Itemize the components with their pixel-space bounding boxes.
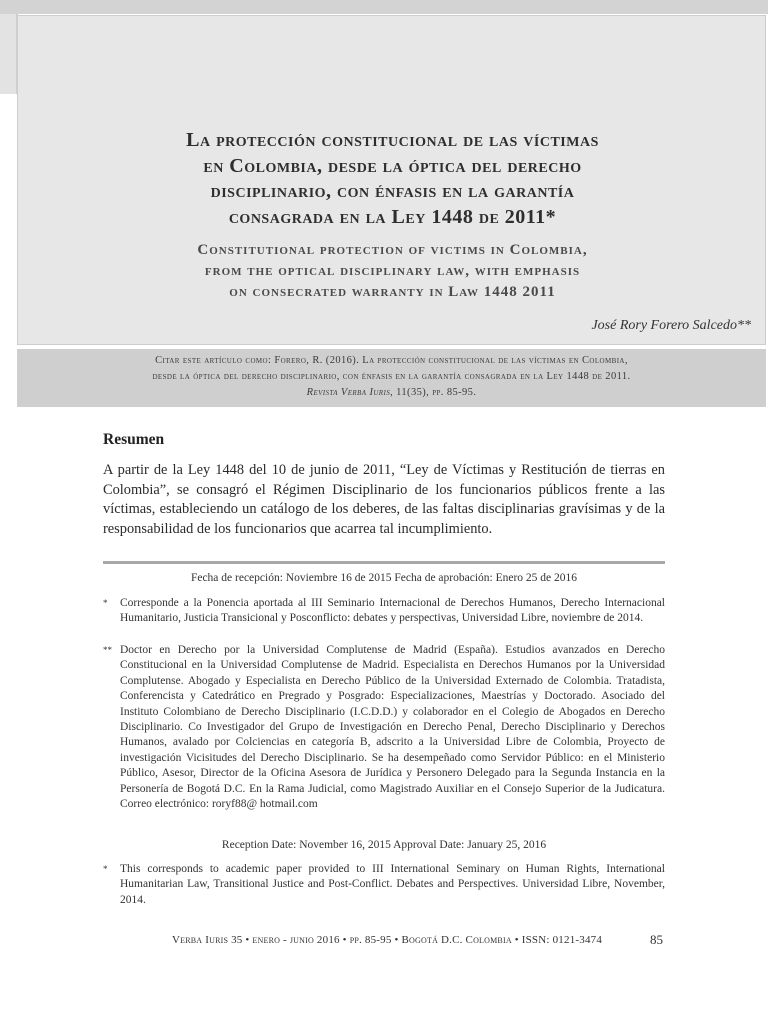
article-title-spanish xyxy=(18,128,767,230)
footnote-mark: * xyxy=(103,864,108,874)
article-title-english xyxy=(18,240,767,303)
received-approved-dates-es: Fecha de recepción: Noviembre 16 de 2015 Fecha de aprobación: Enero 25 de 2016 xyxy=(190,572,578,584)
title-es-line: en Colombia, desde la óptica del derecho xyxy=(203,154,582,177)
footnote-2 xyxy=(103,643,665,812)
author-name: José Rory Forero Salcedo** xyxy=(591,318,751,333)
title-en-line: Constitutional protection of victims in Colombia, xyxy=(197,242,588,258)
footnote-mark: ** xyxy=(103,645,112,655)
title-en-line: on consecrated warranty in Law 1448 2011 xyxy=(229,284,556,300)
footnote-text: Corresponde a la Ponencia aportada al III Seminario Internacional de Derechos Humanos, Derecho Internacional Humanitario, Justicia Transicional y Posconflicto: debates y perspectivas, Universidad Libre, noviembre de 2014. xyxy=(120,597,665,625)
citation-journal: Revista Verba Iuris, xyxy=(306,387,394,398)
footer-journal: Verba Iuris 35 xyxy=(172,934,243,946)
footnote-1 xyxy=(103,596,665,627)
citation-line: desde la óptica del derecho disciplinario, con énfasis en la garantía consagrada en la Ley 1448 de 2011. xyxy=(152,371,631,382)
title-es-line: disciplinario, con énfasis en la garantía xyxy=(210,180,575,202)
footnote-text: Doctor en Derecho por la Universidad Complutense de Madrid (España). Estudios avanzados en Derecho Constitucional en la Universidad Complutense de Madrid. Especialista en Derechos Humanos por la Universidad Complutense. Abogado y Especialista en Derecho Público de la Universidad Externado de Colombia. Tratadista, Conferencista y Catedrático en Pregrado y Posgrado: Especializaciones, Maestrías y Doctorado. Asociado del Instituto Colombiano de Derecho Disciplinario (I.C.D.D.) y colaborador en el Colegio de Abogados en Derecho Disciplinario. Co Investigador del Grupo de Investigación en Derecho Penal, Derecho Disciplinario y Derechos Humanos, avalado por Colciencias en categoría B, adscrito a la Universidad Libre de Colombia, Proyecto de investigación Vicisitudes del Derecho Disciplinario. Se ha desempeñado como Servidor Público: en el Ministerio Público, Asesor, Director de la Oficina Asesora de Jurídica y Personero Delegado para la Segunda Instancia en la Personería de Bogotá D.C. En la Rama Judicial, como Magistrado Auxiliar en el Consejo Superior de la Judicatura. Correo electrónico: roryf88@ hotmail.com xyxy=(120,644,665,811)
footer-place: • Bogotá D.C. Colombia • xyxy=(391,934,522,946)
received-approved-dates-en: Reception Date: November 16, 2015 Approval Date: January 25, 2016 xyxy=(221,839,547,851)
footer-pages: pp. 85-95 xyxy=(349,934,392,946)
footnote-3 xyxy=(103,862,665,908)
citation-line xyxy=(17,385,766,401)
title-es-line: consagrada en la Ley 1448 de 2011* xyxy=(228,205,557,228)
abstract-heading: Resumen xyxy=(103,431,165,448)
title-box xyxy=(17,15,766,345)
title-es-line: La protección constitucional de las víctimas xyxy=(186,129,599,151)
page-number: 85 xyxy=(650,932,663,947)
footnote-mark: * xyxy=(103,598,108,608)
title-en-line: from the optical disciplinary law, with emphasis xyxy=(204,263,581,279)
page-edge-left xyxy=(0,14,18,94)
running-footer xyxy=(172,934,602,946)
citation-box xyxy=(17,349,766,407)
footer-issue: • enero - junio 2016 • xyxy=(242,934,350,946)
footnote-divider xyxy=(103,561,665,564)
footnote-text: This corresponds to academic paper provided to III International Seminary on Human Rights, International Humanitarian Law, Transitional Justice and Post-Conflict. Debates and Perspectives. Universidad Libre, November, 2014. xyxy=(120,863,665,906)
abstract-body: A partir de la Ley 1448 del 10 de junio de 2011, “Ley de Víctimas y Restitución de tierras en Colombia”, se consagró el Régimen Disciplinario de los funcionarios públicos frente a las víctimas, estableciendo un catálogo de los deberes, de las faltas disciplinarias gravísimas y de la responsabilidad de los funcionarios que acarrea tal incumplimiento. xyxy=(103,462,665,537)
citation-line: Citar este artículo como: Forero, R. (2016). La protección constitucional de las víctimas en Colombia, xyxy=(155,355,628,366)
page-edge-top xyxy=(0,0,768,14)
citation-volume: 11(35), pp. 85-95. xyxy=(393,387,477,398)
footer-issn: ISSN: 0121-3474 xyxy=(521,934,603,946)
